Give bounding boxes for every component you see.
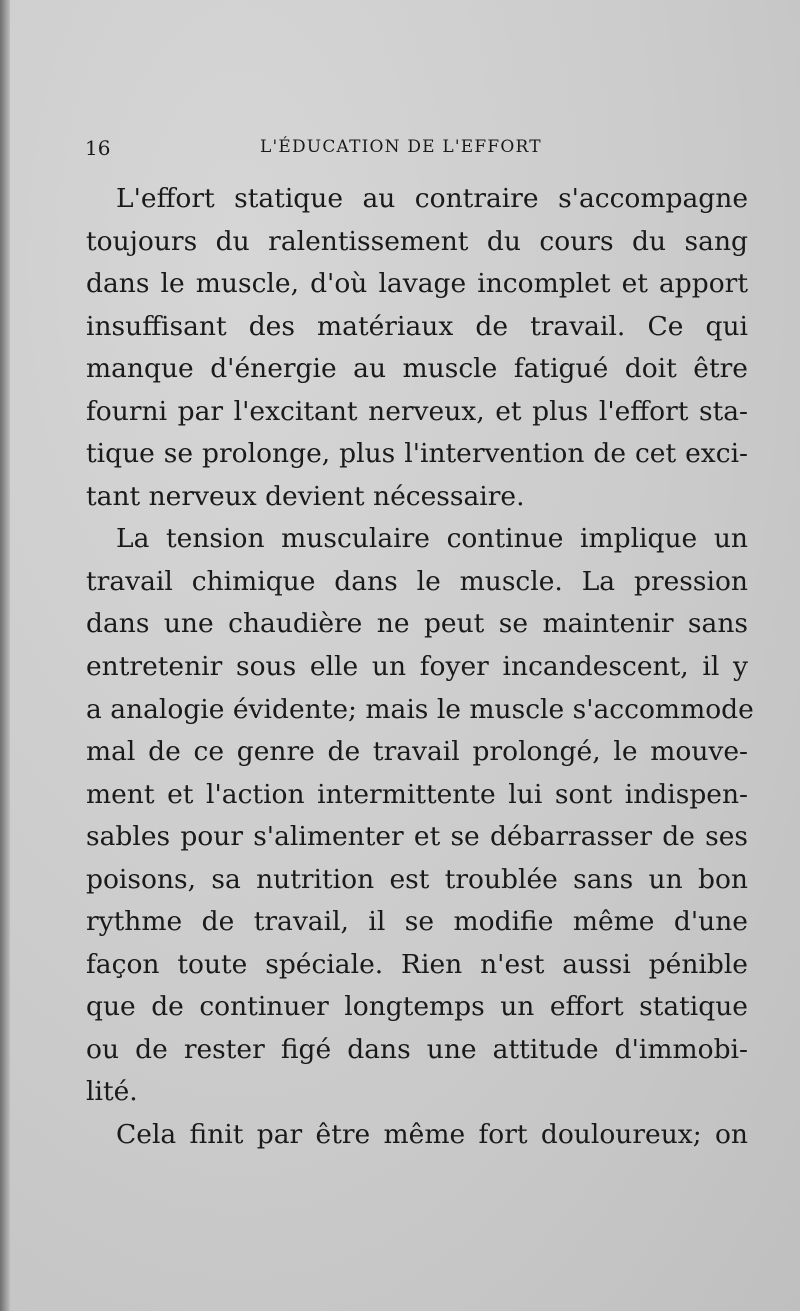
text-line: sables pour s'alimenter et se débarrasser de ses xyxy=(86,821,748,853)
text-line: travail chimique dans le muscle. La pression xyxy=(86,565,748,597)
text-line: poisons, sa nutrition est troublée sans un bon xyxy=(86,863,748,895)
text-line: toujours du ralentissement du cours du sang xyxy=(86,225,748,257)
text-line: que de continuer longtemps un effort statique xyxy=(86,991,748,1023)
text-line: entretenir sous elle un foyer incandescent, il y xyxy=(86,651,748,683)
page-header xyxy=(85,136,725,166)
text-line: rythme de travail, il se modifie même d'une xyxy=(86,906,748,938)
text-line: dans le muscle, d'où lavage incomplet et apport xyxy=(86,268,748,300)
text-line: a analogie évidente; mais le muscle s'accommode xyxy=(86,693,754,725)
text-line: L'effort statique au contraire s'accompagne xyxy=(116,183,748,214)
text-line: lité. xyxy=(86,1076,138,1108)
text-line: façon toute spéciale. Rien n'est aussi pénible xyxy=(86,948,748,980)
text-line: La tension musculaire continue implique un xyxy=(116,523,748,555)
text-line: tant nerveux devient nécessaire. xyxy=(86,480,525,512)
text-line: ment et l'action intermittente lui sont indispen- xyxy=(86,778,748,810)
running-title: L'ÉDUCATION DE L'EFFORT xyxy=(260,137,542,157)
text-line: mal de ce genre de travail prolongé, le mouve- xyxy=(86,736,748,768)
text-line: Cela finit par être même fort douloureux; on xyxy=(116,1119,748,1151)
text-line: tique se prolonge, plus l'intervention de cet exci- xyxy=(86,438,748,470)
text-line: ou de rester figé dans une attitude d'immobi- xyxy=(86,1033,748,1065)
text-line: insuffisant des matériaux de travail. Ce qui xyxy=(86,310,748,342)
text-line: dans une chaudière ne peut se maintenir sans xyxy=(86,608,748,640)
text-line: manque d'énergie au muscle fatigué doit être xyxy=(86,353,748,385)
body-text xyxy=(86,178,754,1157)
page-edge-shadow xyxy=(0,0,10,1311)
page-number: 16 xyxy=(85,136,111,160)
text-line: fourni par l'excitant nerveux, et plus l'effort sta- xyxy=(86,395,748,427)
